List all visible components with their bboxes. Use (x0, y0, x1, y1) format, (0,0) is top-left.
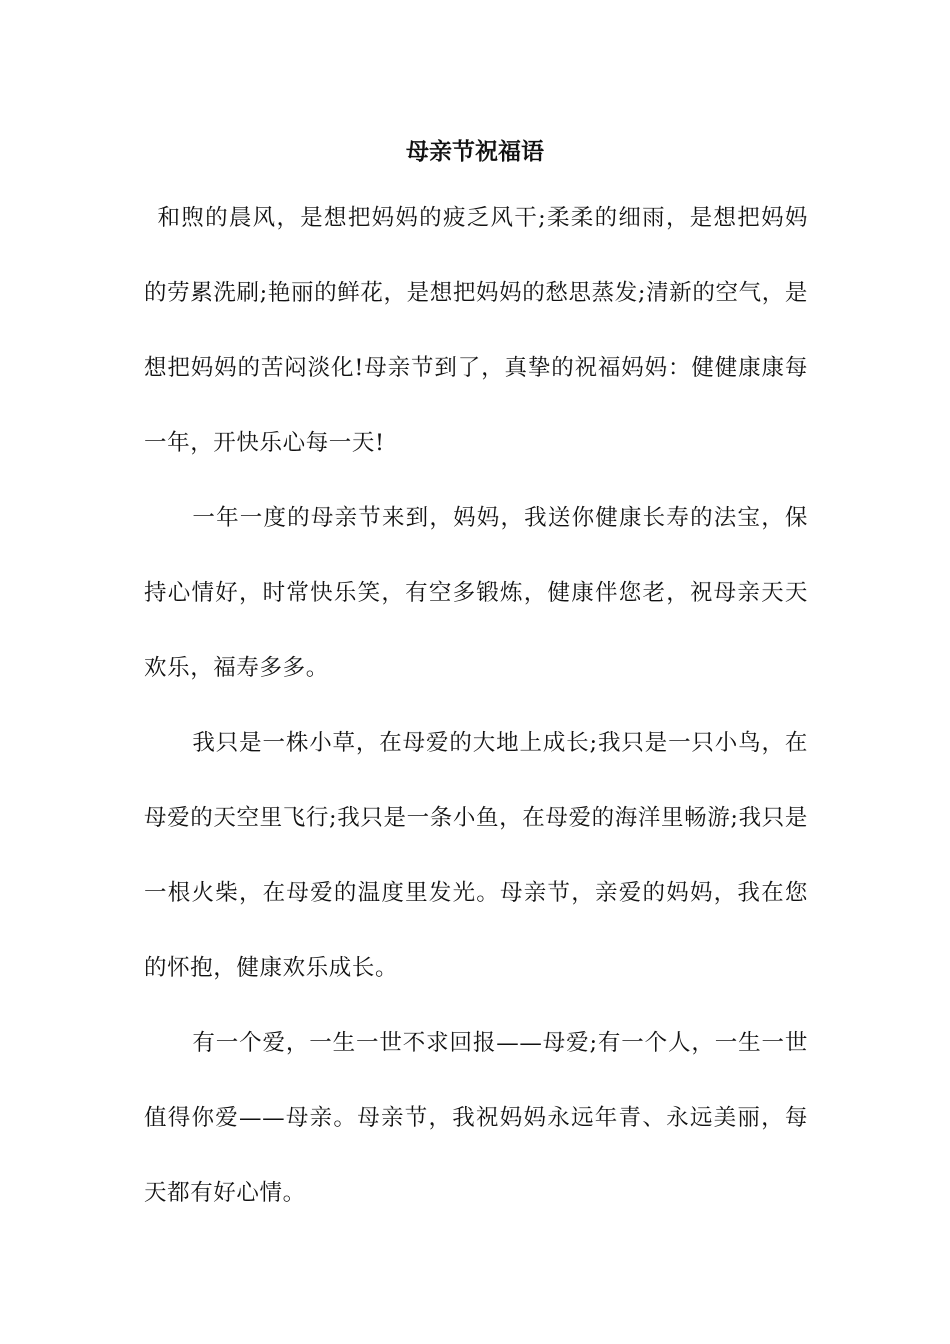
document-title: 母亲节祝福语 (406, 138, 544, 165)
paragraph-1: 和煦的晨风，是想把妈妈的疲乏风干;柔柔的细雨，是想把妈妈的劳累洗刷;艳丽的鲜花，是想把妈妈的愁思蒸发;清新的空气，是想把妈妈的苦闷淡化!母亲节到了，真挚的祝福妈妈：健健康康每一年，开快乐心每一天! (144, 205, 808, 456)
paragraph-4: 有一个爱，一生一世不求回报——母爱;有一个人，一生一世值得你爱——母亲。母亲节，我祝妈妈永远年青、永远美丽，每天都有好心情。 (144, 1030, 808, 1206)
document-body (144, 181, 808, 1231)
paragraph-3: 我只是一株小草，在母爱的大地上成长;我只是一只小鸟，在母爱的天空里飞行;我只是一条小鱼，在母爱的海洋里畅游;我只是一根火柴，在母爱的温度里发光。母亲节，亲爱的妈妈，我在您的怀抱，健康欢乐成长。 (144, 730, 808, 981)
paragraph-2: 一年一度的母亲节来到，妈妈，我送你健康长寿的法宝，保持心情好，时常快乐笑，有空多锻炼，健康伴您老，祝母亲天天欢乐，福寿多多。 (144, 505, 808, 681)
